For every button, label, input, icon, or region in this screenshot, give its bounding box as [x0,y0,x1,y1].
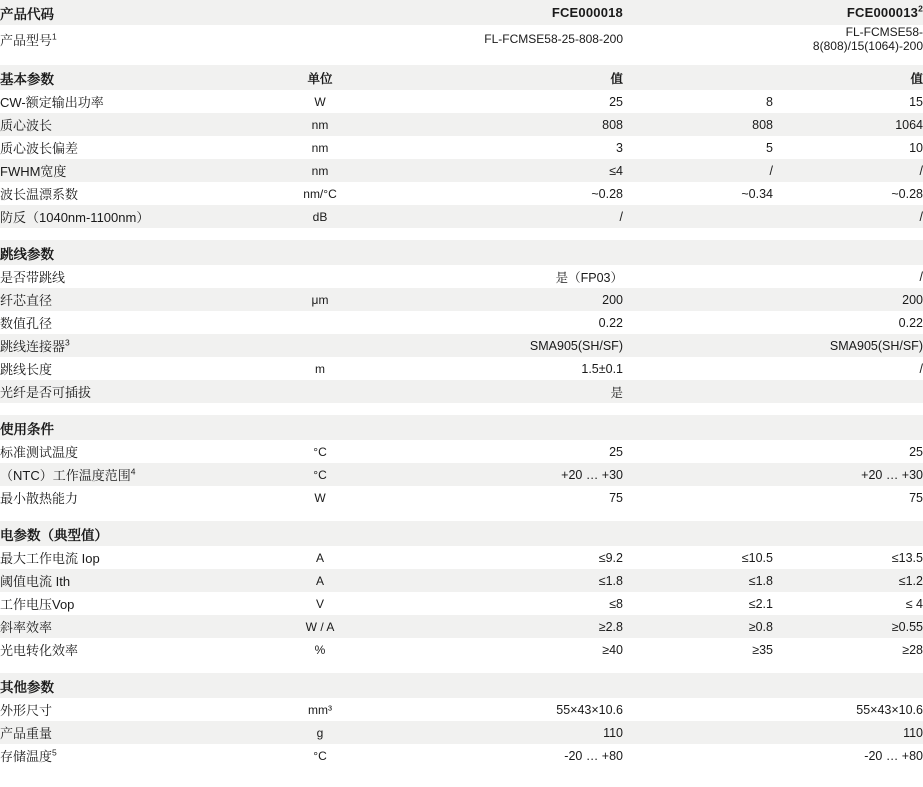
row-value-product-2b: 15 [909,94,923,109]
row-value-product-1: ≥40 [602,642,623,657]
row-label: 纤芯直径 [0,293,53,308]
row-value-product-2a [623,440,773,463]
row-value-product-1: 0.22 [598,315,623,330]
section-title: 电参数（典型值） [0,527,108,543]
footnote-marker: 1 [52,31,57,42]
table-row [0,744,923,767]
row-label: 光电转化效率 [0,643,79,658]
table-row [0,288,923,311]
row-value-product-2b: -20 … +80 [864,748,923,763]
section-gap [0,53,923,65]
row-label: 光纤是否可插拔 [0,385,92,400]
row-value-product-1: SMA905(SH/SF) [529,338,623,353]
section-value-header-2 [773,673,923,698]
table-row [0,113,923,136]
row-value-product-2b: 75 [909,490,923,505]
row-label: 外形尺寸 [0,703,53,718]
section-header-spacer [623,673,773,698]
row-value-product-2a: ≥35 [752,642,773,657]
section-value-header-1 [390,415,623,440]
row-value-product-2a: 808 [752,117,773,132]
section-value-header-1: 值 [610,71,623,86]
section-header-spacer [623,240,773,265]
section-title: 其他参数 [0,679,54,695]
row-value-product-1: ≤4 [609,163,623,178]
table-row [0,440,923,463]
row-value-product-2b [773,380,923,403]
row-value-product-2a [623,357,773,380]
row-label: 跳线连接器$^3$ [0,337,70,354]
table-row [0,265,923,288]
row-value-product-2a: ≥0.8 [748,619,773,634]
row-value-product-1: -20 … +80 [564,748,623,763]
row-unit: °C [313,467,327,482]
row-value-product-1: 55×43×10.6 [556,702,623,717]
row-value-product-2a: ~0.34 [741,186,773,201]
row-label: 斜率效率 [0,620,53,635]
table-row [0,486,923,509]
row-value-product-2b: ≥28 [902,642,923,657]
table-row [0,721,923,744]
product-code-value-2: FCE000013$^2$ [846,3,923,20]
row-value-product-2a: 5 [766,140,773,155]
row-label: CW-额定输出功率 [0,95,104,110]
table-row [0,569,923,592]
footnote-marker: 2 [918,3,923,14]
row-value-product-1: 25 [609,444,623,459]
row-value-product-2b: ~0.28 [891,186,923,201]
table-row [0,592,923,615]
row-label: 是否带跳线 [0,270,66,285]
table-row [0,205,923,228]
section-value-header-2 [773,521,923,546]
section-header-2 [0,415,923,440]
row-value-product-1: 75 [609,490,623,505]
product-code-spacer-2a [623,0,773,25]
section-header-spacer [623,521,773,546]
row-label: （NTC）工作温度范围$^4$ [0,466,136,483]
row-value-product-2b: 10 [909,140,923,155]
row-label: 质心波长 [0,118,53,133]
footnote-marker: 4 [130,466,136,477]
table-row [0,311,923,334]
row-value-product-1: / [619,209,623,224]
row-value-product-2a [623,721,773,744]
row-label: 最大工作电流 Iop [0,551,100,566]
row-unit: mm³ [308,702,332,717]
row-value-product-2a: ≤10.5 [741,550,773,565]
row-unit: m [315,361,325,376]
section-unit-header [250,673,390,698]
row-unit: μm [311,292,329,307]
row-value-product-2a [623,744,773,767]
row-unit: A [315,573,324,588]
row-value-product-2a [623,698,773,721]
product-code-row [0,0,923,25]
product-model-value-2: FL-FCMSE58-8(808)/15(1064)-200 [812,25,923,53]
section-title: 使用条件 [0,421,54,437]
row-unit [250,265,390,288]
row-value-product-2b: 110 [903,725,923,740]
row-value-product-2b: 200 [902,292,923,307]
row-unit: g [316,725,324,740]
row-unit: nm [311,163,329,178]
row-unit: nm [311,117,329,132]
table-row [0,546,923,569]
row-label: 质心波长偏差 [0,141,79,156]
section-unit-header: 单位 [307,71,333,86]
row-value-product-2a [623,463,773,486]
table-row [0,638,923,661]
row-value-product-2b: 1064 [895,117,923,132]
row-value-product-1: 808 [602,117,623,132]
row-unit [250,334,390,357]
section-gap [0,661,923,673]
row-value-product-1: ≥2.8 [598,619,623,634]
row-value-product-1: ≤9.2 [598,550,623,565]
product-code-unit-spacer [250,0,390,25]
section-value-header-2 [773,240,923,265]
row-value-product-2a [623,486,773,509]
section-gap [0,403,923,415]
row-value-product-2a [623,265,773,288]
product-code-label: 产品代码 [0,6,54,22]
row-label: 数值孔径 [0,316,53,331]
section-gap [0,228,923,240]
row-label: 标准测试温度 [0,445,79,460]
section-header-spacer [623,415,773,440]
product-code-value-1: FCE000018 [551,5,623,20]
row-unit [250,311,390,334]
product-model-value-1: FL-FCMSE58-25-808-200 [484,32,623,46]
table-row [0,90,923,113]
row-unit: W [314,94,326,109]
section-unit-header [250,240,390,265]
row-value-product-2b: ≤13.5 [891,550,923,565]
section-value-header-1 [390,673,623,698]
section-header-0 [0,65,923,90]
row-value-product-2a: ≤1.8 [748,573,773,588]
row-label: 工作电压Vop [0,597,75,612]
row-value-product-1: ≤8 [609,596,623,611]
row-value-product-2b: / [919,361,923,376]
row-value-product-2b: / [919,269,923,284]
table-row [0,698,923,721]
row-unit: W [314,490,326,505]
section-header-3 [0,521,923,546]
row-value-product-1: 25 [609,94,623,109]
row-unit [250,380,390,403]
table-row [0,380,923,403]
footnote-marker: 5 [52,747,57,758]
section-gap [0,509,923,521]
row-label: 存储温度$^5$ [0,747,57,764]
row-value-product-2a [623,334,773,357]
footnote-marker: 3 [65,337,70,348]
row-value-product-2b: SMA905(SH/SF) [829,338,923,353]
row-unit: % [314,642,326,657]
row-unit: dB [312,209,328,224]
table-row [0,182,923,205]
product-model-spacer-2a [623,25,773,53]
table-row [0,334,923,357]
row-label: 波长温漂系数 [0,187,79,202]
section-unit-header [250,521,390,546]
row-value-product-2a [623,380,773,403]
product-model-unit-spacer [250,25,390,53]
section-header-1 [0,240,923,265]
row-unit: °C [313,444,327,459]
row-value-product-1: 是（FP03） [555,270,623,285]
row-value-product-2a: ≤2.1 [748,596,773,611]
row-value-product-1: ≤1.8 [598,573,623,588]
row-unit: nm/°C [303,186,337,201]
row-value-product-2b: +20 … +30 [861,467,923,482]
row-label: FWHM宽度 [0,164,67,179]
section-title: 基本参数 [0,71,54,87]
row-value-product-2b: ≥0.55 [891,619,923,634]
table-row [0,463,923,486]
row-value-product-2b: / [919,163,923,178]
row-unit: nm [311,140,329,155]
table-row [0,615,923,638]
row-unit: V [315,596,324,611]
row-value-product-2b: 25 [909,444,923,459]
row-value-product-2b: ≤1.2 [898,573,923,588]
section-value-header-2: 值 [910,71,923,86]
row-value-product-1: 200 [602,292,623,307]
row-value-product-2b: 0.22 [898,315,923,330]
section-value-header-1 [390,521,623,546]
row-value-product-1: 1.5±0.1 [581,361,623,376]
table-row [0,357,923,380]
section-header-spacer [623,65,773,90]
section-value-header-2 [773,415,923,440]
row-label: 防反（1040nm-1100nm） [0,210,150,225]
product-model-row [0,25,923,53]
row-value-product-2a [623,311,773,334]
row-value-product-2a [623,288,773,311]
row-unit: °C [313,748,327,763]
row-value-product-2b: 55×43×10.6 [856,702,923,717]
row-unit: W / A [305,619,335,634]
section-unit-header [250,415,390,440]
table-row [0,159,923,182]
table-row [0,136,923,159]
row-value-product-1: 110 [603,725,623,740]
section-value-header-1 [390,240,623,265]
row-value-product-2b: / [919,209,923,224]
row-value-product-1: ~0.28 [591,186,623,201]
row-label: 阈值电流 Ith [0,574,71,589]
product-model-label: 产品型号$^1$ [0,31,57,48]
row-label: 最小散热能力 [0,491,79,506]
row-value-product-1: +20 … +30 [561,467,623,482]
row-value-product-2a [623,205,773,228]
section-header-4 [0,673,923,698]
row-value-product-2a: / [769,163,773,178]
row-value-product-1: 是 [610,385,623,400]
row-value-product-2b: ≤ 4 [905,596,923,611]
row-label: 跳线长度 [0,362,53,377]
row-label: 产品重量 [0,726,53,741]
row-value-product-2a: 8 [766,94,773,109]
row-value-product-1: 3 [616,140,623,155]
row-unit: A [315,550,324,565]
section-title: 跳线参数 [0,246,54,262]
